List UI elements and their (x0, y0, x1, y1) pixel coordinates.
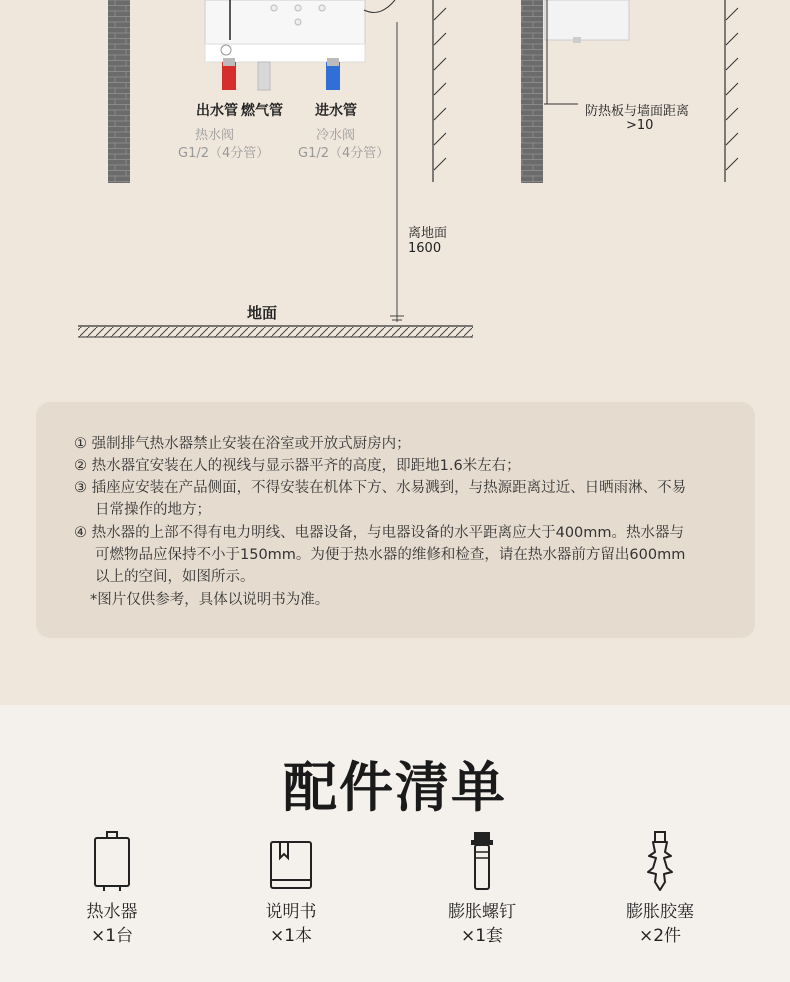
installation-notes (36, 402, 755, 638)
hot-valve-size: G1/2（4分管） (178, 146, 270, 161)
accessory-item-water-heater (27, 830, 197, 948)
accessory-name: 膨胀螺钉 (448, 902, 516, 922)
floor (78, 327, 473, 337)
heat-shield-distance-value: >10 (626, 118, 654, 133)
inlet-pipe-label: 进水管 (315, 103, 357, 119)
accessory-item-expansion-screw (397, 830, 567, 948)
cold-valve-label: 冷水阀 (316, 128, 356, 143)
expansion-screw-icon (467, 830, 497, 892)
accessory-qty: ×1台 (90, 926, 134, 946)
floor-distance-label: 离地面 (408, 226, 448, 241)
disclaimer-line: *图片仅供参考，具体以说明书为准。 (90, 592, 330, 608)
hot-water-pipe (222, 62, 236, 90)
gas-pipe (258, 62, 270, 90)
gas-pipe-label: 燃气管 (241, 103, 283, 119)
note-line: 可燃物品应保持不小于150mm。为便于热水器的维修和检查，请在热水器前方留出600mm (95, 547, 686, 563)
accessories-section (0, 705, 790, 982)
accessory-name: 热水器 (86, 902, 138, 922)
cold-water-pipe (326, 62, 340, 90)
floor-distance-value: 1600 (408, 241, 442, 256)
installation-diagram-drawing (0, 0, 790, 360)
accessory-item-manual (206, 830, 376, 948)
water-heater-front (205, 0, 395, 62)
left-wall (108, 0, 130, 183)
right-wall (521, 0, 543, 183)
cold-valve-size: G1/2（4分管） (298, 146, 390, 161)
hot-valve-label: 热水阀 (195, 128, 235, 143)
accessory-qty: ×2件 (638, 926, 682, 946)
accessory-qty: ×1本 (269, 926, 313, 946)
note-line: ② 热水器宜安装在人的视线与显示器平齐的高度，即距地1.6米左右； (74, 458, 521, 474)
accessory-item-expansion-plug (575, 830, 745, 948)
manual-book-icon (268, 830, 314, 892)
water-heater-icon (92, 830, 132, 892)
accessory-name: 膨胀胶塞 (626, 902, 694, 922)
water-heater-side (545, 0, 629, 40)
note-line: ③ 插座应安装在产品侧面，不得安装在机体下方、水易溅到，与热源距离过近、日晒雨淋、不易 (74, 480, 687, 496)
note-line: 日常操作的地方； (95, 502, 211, 518)
accessory-name: 说明书 (265, 902, 317, 922)
expansion-plug-icon (645, 830, 675, 892)
accessories-title: 配件清单 (283, 756, 507, 819)
floor-label: 地面 (247, 304, 278, 322)
accessory-qty: ×1套 (460, 926, 504, 946)
note-line: 以上的空间，如图所示。 (95, 569, 255, 585)
note-line: ① 强制排气热水器禁止安装在浴室或开放式厨房内； (74, 436, 411, 452)
note-line: ④ 热水器的上部不得有电力明线、电器设备，与电器设备的水平距离应大于400mm。热水器与 (74, 525, 685, 541)
heat-shield-distance-label: 防热板与墙面距离 (585, 104, 690, 119)
outlet-pipe-label: 出水管 (196, 103, 238, 119)
